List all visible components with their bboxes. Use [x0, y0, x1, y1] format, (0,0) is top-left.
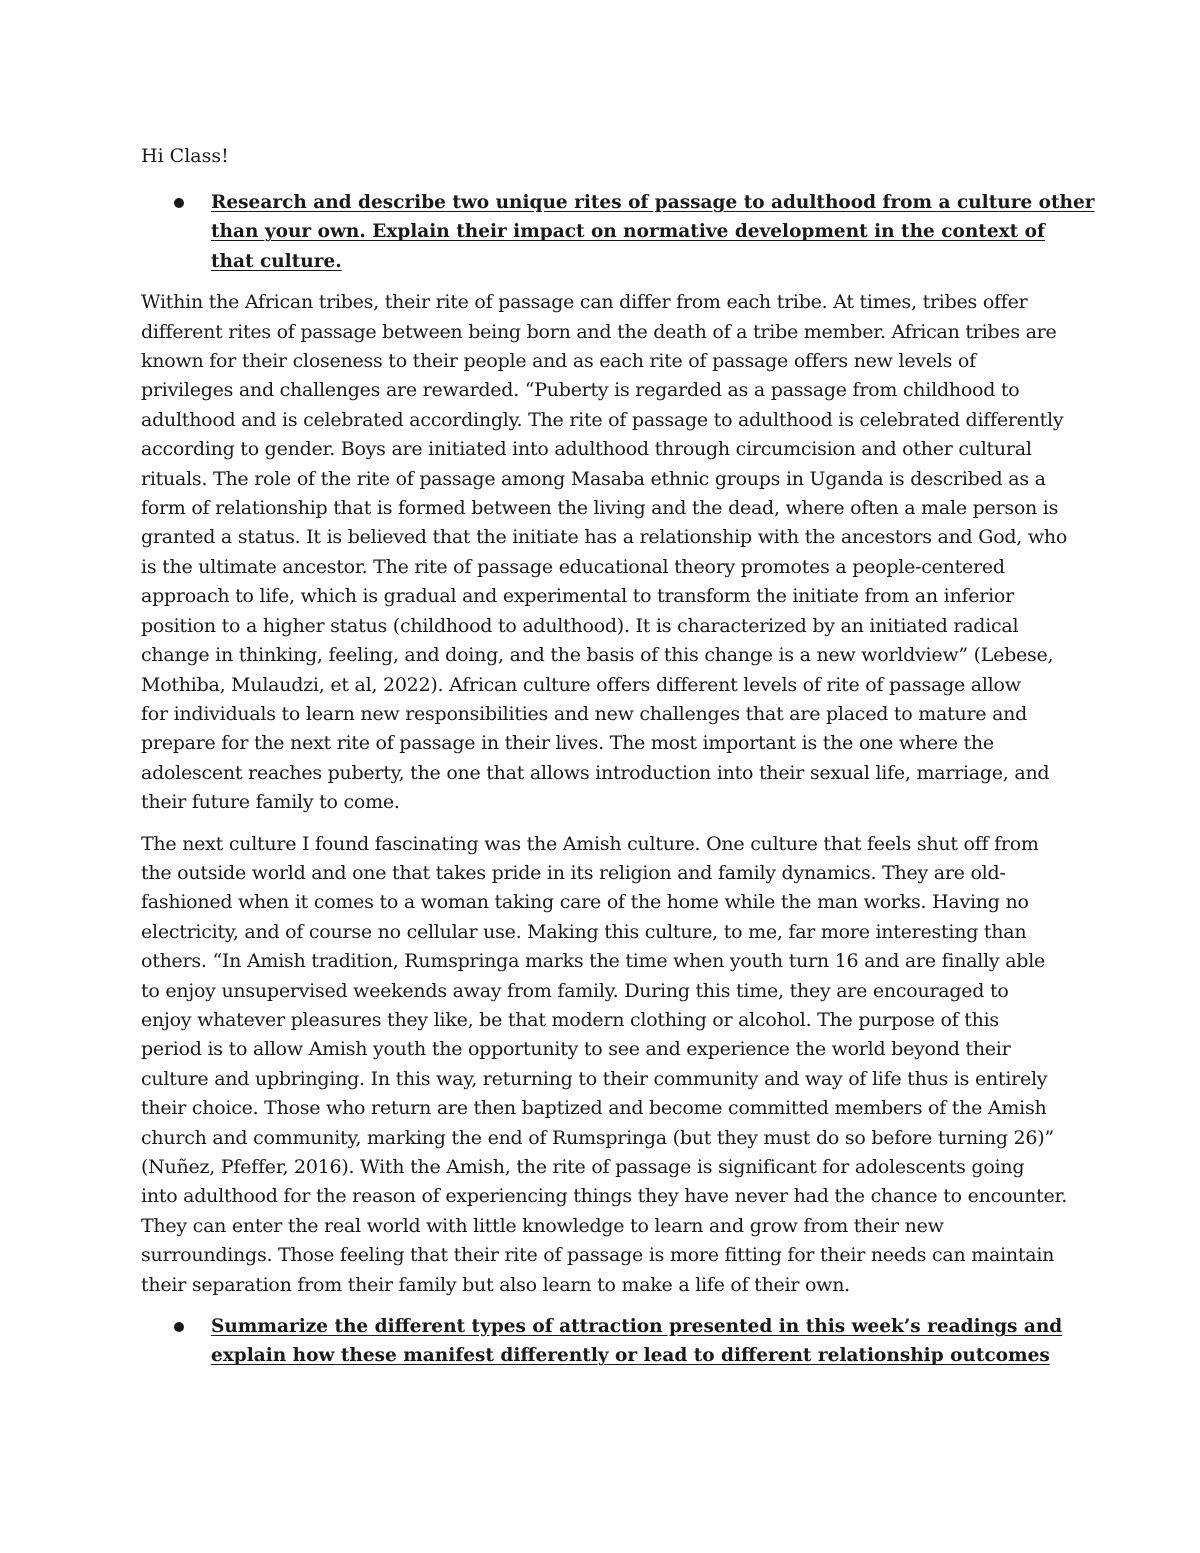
question-2-line: explain how these manifest differently or lead to different relationship outcomes	[211, 1345, 1050, 1367]
paragraph-2-line: to enjoy unsupervised weekends away from family. During this time, they are encouraged to	[141, 979, 1009, 1002]
bullet-icon	[174, 1322, 184, 1332]
paragraph-1-line: adulthood and is celebrated accordingly. The rite of passage to adulthood is celebrated differently	[141, 408, 1064, 431]
paragraph-1-line: Mothiba, Mulaudzi, et al, 2022). African culture offers different levels of rite of passage allow	[141, 673, 1021, 696]
paragraph-1-line: their future family to come.	[141, 791, 400, 814]
paragraph-2-line: fashioned when it comes to a woman taking care of the home while the man works. Having no	[141, 891, 1029, 914]
paragraph-1-line: approach to life, which is gradual and experimental to transform the initiate from an inferior	[141, 585, 1014, 608]
paragraph-1-line: granted a status. It is believed that the initiate has a relationship with the ancestors and God, who	[141, 526, 1068, 549]
paragraph-2-line: enjoy whatever pleasures they like, be that modern clothing or alcohol. The purpose of this	[141, 1008, 999, 1031]
paragraph-2-line: others. “In Amish tradition, Rumspringa marks the time when youth turn 16 and are finally able	[141, 950, 1046, 973]
paragraph-2-line: church and community, marking the end of Rumspringa (but they must do so before turning 26)”	[141, 1126, 1054, 1149]
paragraph-1-line: change in thinking, feeling, and doing, and the basis of this change is a new worldview” (Lebese,	[141, 644, 1054, 667]
paragraph-1-line: Within the African tribes, their rite of passage can differ from each tribe. At times, tribes offer	[141, 291, 1028, 314]
document-body	[141, 142, 1095, 1383]
paragraph-1-line: privileges and challenges are rewarded. “Puberty is regarded as a passage from childhood to	[141, 379, 1020, 402]
paragraph-1-line: is the ultimate ancestor. The rite of passage educational theory promotes a people-centered	[141, 555, 1005, 578]
paragraph-1-line: position to a higher status (childhood to adulthood). It is characterized by an initiated radical	[141, 614, 1019, 637]
paragraph-2-line: surroundings. Those feeling that their rite of passage is more fitting for their needs can maintain	[141, 1244, 1055, 1267]
paragraph-2-line: The next culture I found fascinating was the Amish culture. One culture that feels shut off from	[141, 832, 1039, 855]
question-2	[141, 1312, 1061, 1371]
question-1-line: than your own. Explain their impact on normative development in the context of	[211, 221, 1045, 243]
paragraph-2-line: culture and upbringing. In this way, returning to their community and way of life thus is entirely	[141, 1067, 1048, 1090]
paragraph-1-line: known for their closeness to their people and as each rite of passage offers new levels of	[141, 350, 976, 373]
paragraph-2-line: their separation from their family but also learn to make a life of their own.	[141, 1273, 850, 1296]
paragraph-2-line: period is to allow Amish youth the opportunity to see and experience the world beyond their	[141, 1038, 1011, 1061]
paragraph-2-line: (Nuñez, Pfeffer, 2016). With the Amish, the rite of passage is significant for adolescents going	[141, 1156, 1025, 1178]
paragraph-1-line: according to gender. Boys are initiated into adulthood through circumcision and other cultural	[141, 438, 1032, 461]
question-1-line: Research and describe two unique rites of passage to adulthood from a culture other	[211, 192, 1095, 213]
question-1-text	[211, 188, 1095, 276]
question-1-line: that culture.	[211, 250, 342, 272]
paragraph-1-line: adolescent reaches puberty, the one that allows introduction into their sexual life, marriage, and	[141, 761, 1050, 784]
question-2-text	[211, 1312, 1061, 1371]
paragraph-1-line: for individuals to learn new responsibilities and new challenges that are placed to mature and	[141, 702, 1028, 725]
paragraph-2-line: They can enter the real world with little knowledge to learn and grow from their new	[141, 1214, 944, 1237]
paragraph-1-line: different rites of passage between being born and the death of a tribe member. African tribes are	[141, 320, 1057, 343]
question-1	[141, 188, 1095, 276]
question-2-line: Summarize the different types of attraction presented in this week’s readings and	[211, 1316, 1063, 1338]
paragraph-1-line: rituals. The role of the rite of passage among Masaba ethnic groups in Uganda is described as a	[141, 467, 1046, 490]
paragraph-2-line: the outside world and one that takes pride in its religion and family dynamics. They are old-	[141, 861, 1006, 884]
paragraph-2-line: into adulthood for the reason of experiencing things they have never had the chance to encounter.	[141, 1185, 1068, 1208]
paragraph-amish-culture	[141, 830, 1068, 1301]
greeting: Hi Class!	[141, 145, 229, 167]
paragraph-african-tribes	[141, 288, 1068, 817]
paragraph-2-line: their choice. Those who return are then baptized and become committed members of the Amish	[141, 1097, 1047, 1120]
bullet-icon	[174, 198, 184, 208]
paragraph-2-line: electricity, and of course no cellular use. Making this culture, to me, far more interesting than	[141, 920, 1027, 943]
paragraph-1-line: prepare for the next rite of passage in their lives. The most important is the one where the	[141, 732, 994, 755]
paragraph-1-line: form of relationship that is formed between the living and the dead, where often a male person is	[141, 497, 1059, 520]
